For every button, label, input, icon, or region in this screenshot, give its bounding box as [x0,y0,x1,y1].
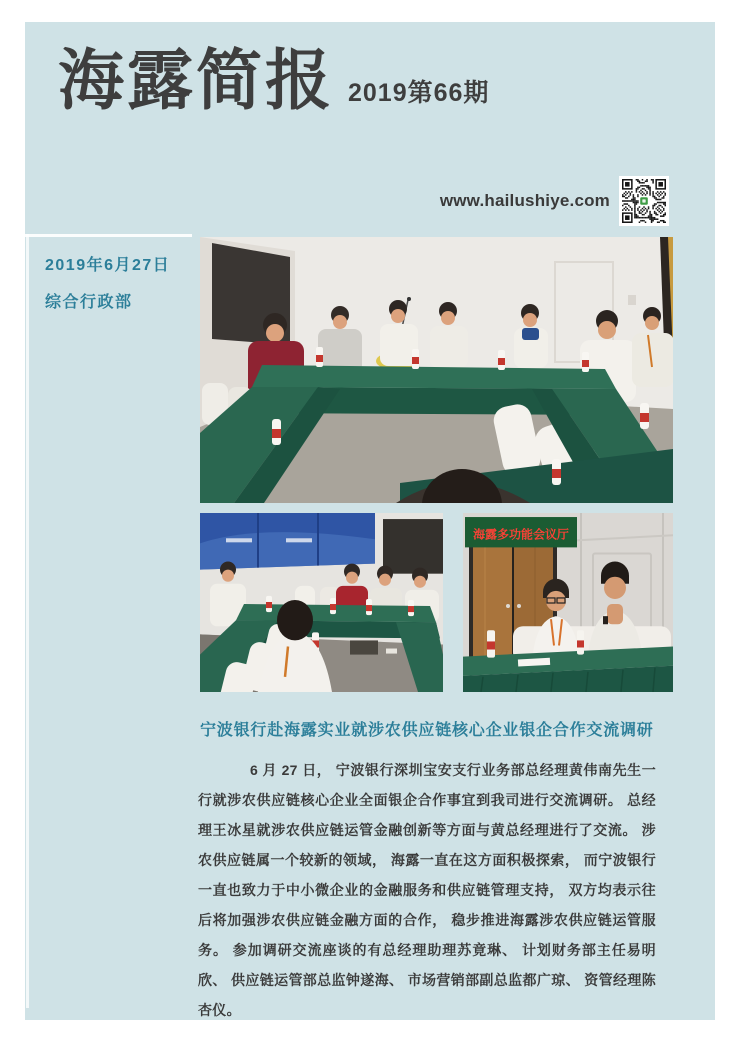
newsletter-page [25,22,715,1020]
issuing-department: 综合行政部 [45,294,133,311]
article-headline: 宁波银行赴海露实业就涉农供应链核心企业银企合作交流调研 [200,722,654,739]
issue-meta [45,252,170,312]
meeting-photo-large [200,237,673,503]
masthead [58,43,490,117]
meeting-photo-right [463,513,673,692]
qr-code-svg [622,179,666,223]
issue-number: 2019第66期 [348,78,490,107]
qr-code-icon [619,176,669,226]
meeting-photo-right-svg [463,513,673,692]
meeting-photo-large-svg [200,237,673,503]
meeting-photo-left-svg [200,513,443,692]
article-body: 6 月 27 日， 宁波银行深圳宝安支行业务部总经理黄伟南先生一行就涉农供应链核心企业全面银企合作事宜到我司进行交流调研。 总经理王冰星就涉农供应链运管金融创新等方面与黄总经理进行了交流。 涉农供应链属一个较新的领域， 海露一直在这方面积极探索， 而宁波银行一直也致力于中小微企业的金融服务和供应链管理支持， 双方均表示往后将加强涉农供应链金融方面的合作， 稳步推进海露涉农供应链运管服务。 参加调研交流座谈的有总经理助理苏竟琳、 计划财务部主任易明欣、 供应链运管部总监钟遂海、 市场营销部副总监都广琼、 资管经理陈杏仪。 [198,762,656,1018]
header-divider-line [25,234,192,237]
conference-hall-banner-text: 海露多功能会议厅 [473,527,569,542]
issue-date: 2019年6月27日 [45,257,171,274]
newsletter-title: 海露简报 [58,43,334,117]
left-border-line [26,234,29,1008]
website-row [440,176,669,226]
meeting-photo-left [200,513,443,692]
website-url: www.hailushiye.com [439,191,610,210]
